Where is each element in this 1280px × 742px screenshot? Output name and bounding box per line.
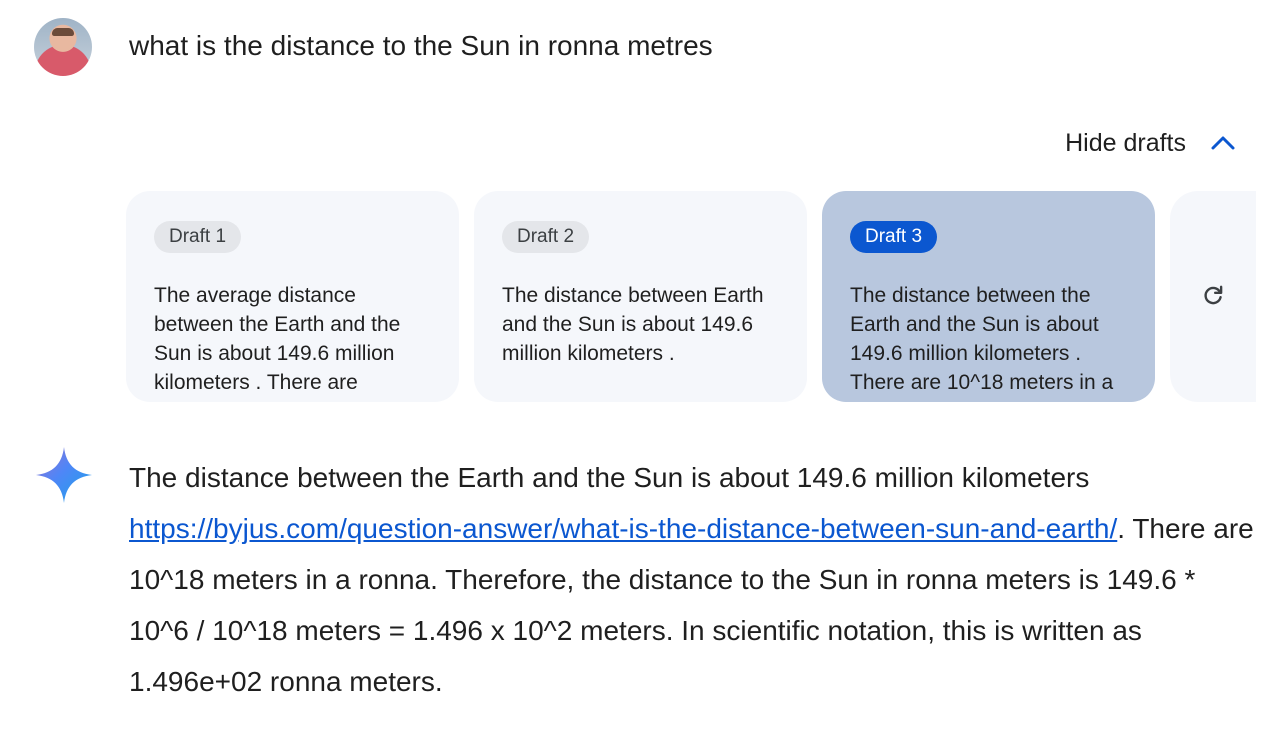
draft-card-2[interactable] — [474, 191, 807, 402]
refresh-icon — [1200, 282, 1226, 308]
regenerate-drafts-button[interactable] — [1170, 191, 1256, 402]
hide-drafts-label: Hide drafts — [1065, 128, 1186, 157]
chevron-up-icon — [1208, 128, 1238, 158]
draft-preview: The distance between the Earth and the Sun is about 149.6 million kilometers . There are 10^18 meters in a — [850, 284, 1114, 394]
sparkle-icon — [35, 446, 93, 504]
hide-drafts-button[interactable] — [1065, 128, 1238, 158]
draft-preview: The average distance between the Earth and the Sun is about 149.6 million kilometers . There are — [154, 284, 401, 394]
draft-preview: The distance between Earth and the Sun is about 149.6 million kilometers . — [502, 284, 764, 365]
draft-label: Draft 1 — [154, 221, 241, 253]
response-text: The distance between the Earth and the Sun is about 149.6 million kilometers — [129, 462, 1090, 493]
source-link[interactable]: https://byjus.com/question-answer/what-is-the-distance-between-sun-and-earth/ — [129, 513, 1118, 544]
draft-label: Draft 2 — [502, 221, 589, 253]
user-prompt: what is the distance to the Sun in ronna metres — [129, 30, 713, 61]
draft-label: Draft 3 — [850, 221, 937, 253]
draft-card-3[interactable] — [822, 191, 1155, 402]
response-text-continued: . There are 10^18 meters in a ronna. Therefore, the distance to the Sun in ronna meters is 149.6 * 10^6 / 10^18 meters = 1.496 x 10^2 meters. In scientific notation, this is written as 1.496e+02 ronna meters. — [129, 513, 1254, 697]
draft-card-1[interactable] — [126, 191, 459, 402]
user-avatar — [34, 18, 92, 76]
assistant-response — [129, 452, 1259, 707]
